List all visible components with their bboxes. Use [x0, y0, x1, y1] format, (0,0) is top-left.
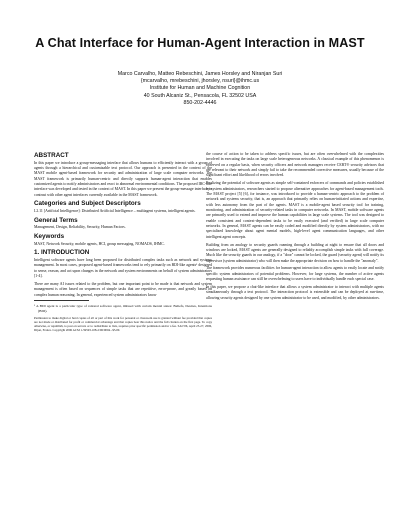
body-paragraph: The framework provides numerous facilities for human-agent interaction to allow agents to easily locate and notify specific system administrators of potential problems. However, for large systems, the number of active agents requesting human assistance can still be overwhelming to users have to individually handle each special case. — [206, 266, 384, 282]
footnote-divider — [34, 300, 89, 301]
author-emails: {mcarvalho, mrebeschini, jhorsley, nsuri}@ihmc.us — [140, 78, 260, 85]
introduction-paragraph: Intelligent software agents have long been proposed for distributed complex tasks such as network and systems management. In most cases, proposed agent-based frameworks tend to rely primarily on BDI-like agents¹ designed to sense, reason, and act upon changes in the network and system environments on behalf of system administrators [1-4]. — [34, 257, 212, 278]
phone: 850-202-4446 — [183, 99, 217, 106]
paper-title: A Chat Interface for Human-Agent Interaction in MAST — [35, 36, 365, 50]
keywords-text: MAST, Network Security, mobile agents, HCI, group messaging, NOMADS, IHMC. — [34, 241, 165, 246]
keywords-heading: Keywords — [34, 233, 65, 241]
introduction-heading: 1. INTRODUCTION — [34, 249, 90, 257]
abstract-text: In this paper we introduce a group-messaging interface that allows humans to efficiently interact with a group of agents through a hierarchical and customizable text protocol. Our approach is presented in the context of the MAST mobile agent-based framework for security and administration of large scale computer networks. The MAST framework is primarily human-centric and directly supports human-agent interaction that enables customized agents to notify administrators and react to abnormal environmental conditions. The proposed IRC-like interface was developed and tested in the context of MAST. In this paper we present the group-message interface in contrast with other agent interfaces currently available in the MAST framework. — [34, 160, 212, 197]
body-paragraph: Realizing the potential of software agents as simple self-contained enforcers of commands and policies established by system administrators, researchers started to propose alternative approaches for agent-based management tools. The MAST project [5] [6], for instance, was introduced to provide a human-centric approach to the problem of network and systems security, that is, an approach that primarily relies on human-initiated actions and expertise, with less autonomy from the part of the agents. MAST is a mobile-agent based security tool for training, monitoring, and administration of security-related tasks in computer networks. In MAST, mobile software agents are primarily used to extend and improve the human capabilities in large scale systems. The tool was designed to enable consistent and context-dependent tasks to be easily executed (and verified) in large scale computer networks. In general, MAST agents can be easily coded and modified directly by system administrators, with no specialized knowledge about agent mental models, high-level agent communication languages, and other intelligent agent concepts. — [206, 181, 384, 239]
right-column — [206, 152, 384, 303]
footnote: ¹ A BDI agent is a particular type of rational software agent, imbued with certain mental states: Beliefs, Desires, Intentions (BDI). — [34, 304, 212, 313]
body-paragraph: Building from an analogy to security guards roaming through a building at night to ensure that all doors and windows are locked, MAST agents are generally designed to reliably accomplish simple tasks with full coverage. Much like the security guards in our analogy, if a "door" cannot be locked, the guard (security agent) will notify its supervisor (system administrator) who will then make the appropriate decision on how to handle the "anomaly". — [206, 242, 384, 263]
body-paragraph: the course of action to be taken to address specific issues, but are often overwhelmed with the complexities involved in executing the tasks on large scale heterogeneous networks. A classical example of this phenomenon is observed on a regular basis, when security officers and network managers receive CERT® security advisors that are relevant to their network and simply fail to take the recommended corrective measures, usually because of the significant effort and likelihood of errors involved. — [206, 152, 384, 178]
general-terms-heading: General Terms — [34, 216, 78, 224]
author-names: Marco Carvalho, Matteo Rebeschini, James Horsley and Niranjan Suri — [117, 71, 283, 77]
categories-text: I.2.11 [Artificial Intelligence]: Distributed Artificial Intelligence – multiagent systems, intelligent agents. — [34, 208, 196, 213]
institution: Institute for Human and Machine Cognition — [149, 85, 251, 92]
left-column — [34, 152, 212, 335]
general-terms-text: Management, Design, Reliability, Security, Human Factors. — [34, 225, 126, 230]
copyright-notice: Permission to make digital or hard copies of all or part of this work for personal or classroom use is granted without fee provided that copies are not made or distributed for profit or commercial advantage and that copies bear this notice and the full citation on the first page. To copy otherwise, or republish, to post on servers or to redistribute to lists, requires prior specific permission and/or a fee. SAC'06, April 23-27, 2006, Dijon, France. Copyright 2006 ACM 1-59593-108-2/06/0004...$5.00. — [34, 316, 212, 333]
author-block — [0, 71, 400, 107]
abstract-heading: ABSTRACT — [34, 152, 69, 159]
body-paragraph: In this paper, we propose a chat-like interface that allows a system administrator to interact with multiple agents simultaneously through a text protocol. The interaction protocol is extensible and can be deployed at run-time, allowing security agents designed by one system administrator to be used, and modified, by other administrators. — [206, 284, 384, 300]
address: 40 South Alcaniz St., Pensacola, FL 32502 USA — [143, 92, 257, 99]
introduction-paragraph: There are many AI issues related to the problem, but one important point to be made is that network and system management is often based on sequences of simple tasks that are repetitive, error-prone, and greatly based on complex human reasoning. In general, experienced system administrators know — [34, 281, 212, 297]
categories-heading: Categories and Subject Descriptors — [34, 200, 141, 208]
